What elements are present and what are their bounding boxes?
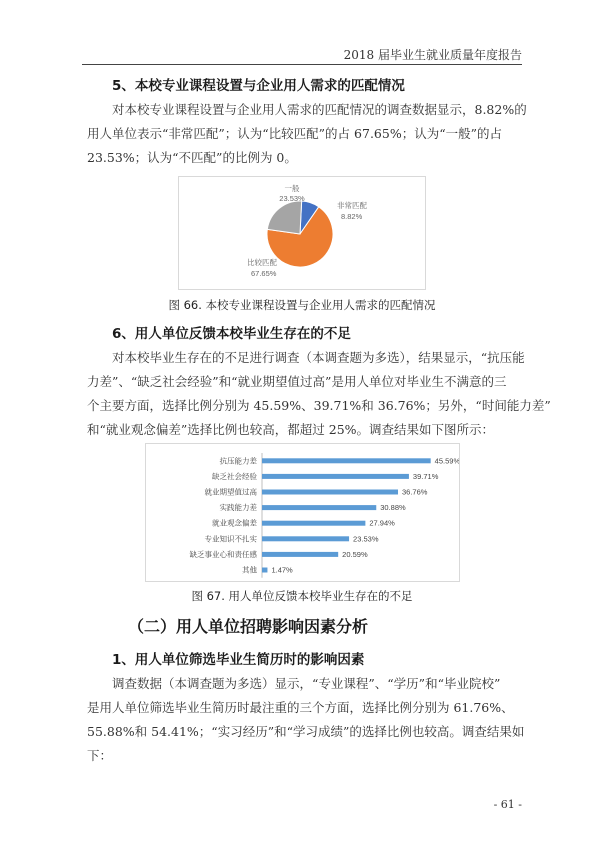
part-2-heading: （二）用人单位招聘影响因素分析	[128, 617, 369, 636]
bar-value-label: 36.76%	[402, 487, 428, 497]
paragraph-line: 对本校专业课程设置与企业用人需求的匹配情况的调查数据显示，8.82%的	[112, 102, 527, 117]
bar-category-label: 抗压能力差	[219, 456, 257, 466]
figure-67-caption: 图 67. 用人单位反馈本校毕业生存在的不足	[191, 589, 413, 603]
pie-label-very-match: 非常匹配	[337, 201, 367, 210]
pie-label-fairly-match: 比较匹配	[247, 258, 277, 267]
bar	[262, 568, 267, 573]
bar-category-label: 其他	[242, 565, 257, 575]
pie-label-very-match-pct: 8.82%	[341, 212, 363, 221]
header-rule	[82, 64, 522, 65]
figure-66-frame	[178, 176, 426, 290]
paragraph-line: 力差”、“缺乏社会经验”和“就业期望值过高”是用人单位对毕业生不满意的三	[87, 374, 507, 389]
section-1-heading: 1、用人单位筛选毕业生简历时的影响因素	[112, 652, 365, 668]
bar-category-label: 就业观念偏差	[212, 518, 257, 528]
page-number: - 61 -	[493, 798, 522, 811]
bar-value-label: 39.71%	[412, 471, 439, 481]
figure-67-frame	[145, 443, 460, 582]
figure-66-caption: 图 66. 本校专业课程设置与企业用人需求的匹配情况	[168, 298, 436, 312]
section-6-heading: 6、用人单位反馈本校毕业生存在的不足	[112, 326, 351, 342]
bar	[262, 505, 376, 510]
paragraph-line: 用人单位表示“非常匹配”；认为“比较匹配”的占 67.65%；认为“一般”的占	[87, 126, 502, 141]
paragraph-line: 调查数据（本调查题为多选）显示，“专业课程”、“学历”和“毕业院校”	[112, 676, 501, 691]
paragraph-line: 是用人单位筛选毕业生简历时最注重的三个方面，选择比例分别为 61.76%、	[87, 700, 514, 715]
bar	[262, 474, 409, 479]
bar-category-label: 实践能力差	[219, 503, 257, 513]
bar-value-label: 23.53%	[353, 534, 379, 544]
bar-category-label: 缺乏事业心和责任感	[189, 549, 257, 559]
pie-label-general-pct: 23.53%	[279, 194, 305, 203]
bar-value-label: 20.59%	[342, 549, 368, 559]
paragraph-line: 55.88%和 54.41%；“实习经历”和“学习成绩”的选择比例也较高。调查结果如	[87, 724, 525, 739]
bar-value-label: 30.88%	[380, 503, 406, 513]
bar-category-label: 专业知识不扎实	[204, 534, 257, 544]
pie-chart	[179, 177, 425, 289]
bar-chart	[146, 444, 459, 581]
bar	[262, 458, 431, 463]
bar	[262, 490, 398, 495]
bar-value-label: 27.94%	[369, 518, 395, 528]
bar	[262, 521, 365, 526]
paragraph-line: 23.53%；认为“不匹配”的比例为 0。	[87, 150, 297, 165]
section-5-heading: 5、本校专业课程设置与企业用人需求的匹配情况	[112, 78, 405, 94]
bar-value-label: 45.59%	[434, 456, 459, 466]
pie-label-general: 一般	[284, 184, 300, 193]
paragraph-line: 对本校毕业生存在的不足进行调查（本调查题为多选），结果显示，“抗压能	[112, 350, 525, 365]
paragraph-line: 下：	[87, 748, 113, 763]
bar	[262, 536, 349, 541]
pie-label-fairly-match-pct: 67.65%	[251, 269, 277, 278]
bar-category-label: 缺乏社会经验	[212, 471, 257, 481]
running-header: 2018 届毕业生就业质量年度报告	[343, 48, 522, 62]
paragraph-line: 和“就业观念偏差”选择比例也较高，都超过 25%。调查结果如下图所示：	[87, 422, 495, 437]
bar-value-label: 1.47%	[271, 565, 293, 575]
bar-category-label: 就业期望值过高	[204, 487, 257, 497]
pie-slice-general	[267, 201, 301, 234]
paragraph-line: 个主要方面，选择比例分别为 45.59%、39.71%和 36.76%；另外，“时间能力差”	[87, 398, 551, 413]
bar	[262, 552, 338, 557]
